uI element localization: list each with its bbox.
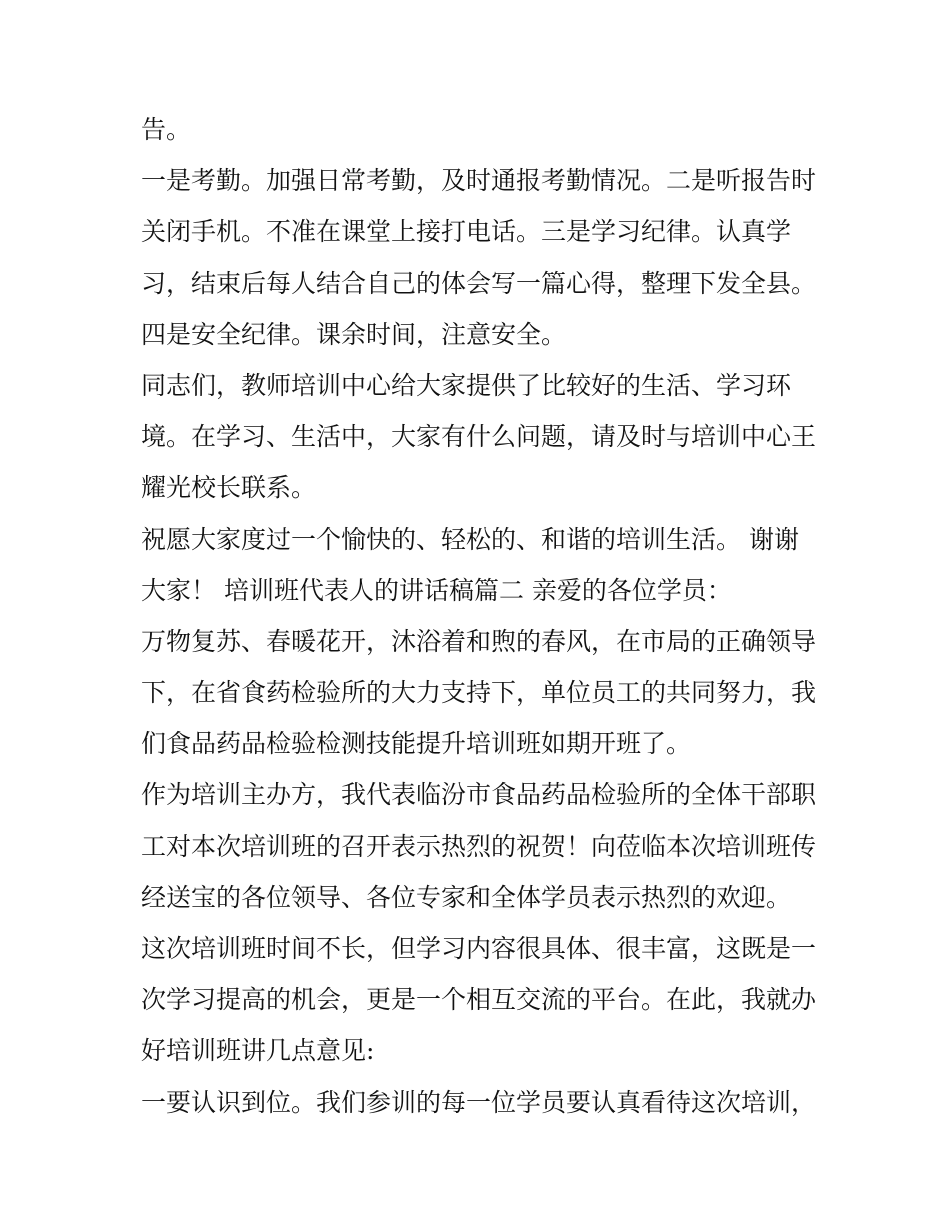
text-line: 这次培训班时间不长，但学习内容很具体、很丰富，这既是一 bbox=[141, 934, 817, 963]
text-line: 好培训班讲几点意见: bbox=[141, 1036, 375, 1066]
text-line: 祝愿大家度过一个愉快的、轻松的、和谐的培训生活。 谢谢 bbox=[141, 524, 799, 554]
text-line: 次学习提高的机会，更是一个相互交流的平台。在此，我就办 bbox=[141, 985, 817, 1015]
text-line: 工对本次培训班的召开表示热烈的祝贺！向莅临本次培训班传 bbox=[141, 831, 817, 861]
text-line: 告。 bbox=[141, 115, 192, 144]
text-line: 们食品药品检验检测技能提升培训班如期开班了。 bbox=[141, 729, 692, 759]
text-line: 一是考勤。加强日常考勤，及时通报考勤情况。二是听报告时 bbox=[141, 166, 817, 196]
text-line: 同志们，教师培训中心给大家提供了比较好的生活、学习环 bbox=[141, 370, 792, 400]
body-text bbox=[141, 104, 821, 1128]
text-line: 万物复苏、春暖花开，沐浴着和煦的春风，在市局的正确领导 bbox=[141, 626, 817, 656]
text-line: 作为培训主办方，我代表临汾市食品药品检验所的全体干部职 bbox=[141, 780, 817, 810]
text-line: 习，结束后每人结合自己的体会写一篇心得，整理下发全县。 bbox=[141, 268, 817, 298]
text-line: 大家！ 培训班代表人的讲话稿篇二 亲爱的各位学员： bbox=[141, 575, 732, 605]
text-line: 耀光校长联系。 bbox=[141, 473, 317, 503]
text-line: 一要认识到位。我们参训的每一位学员要认真看待这次培训， bbox=[141, 1087, 817, 1117]
text-line: 下，在省食药检验所的大力支持下，单位员工的共同努力，我 bbox=[141, 678, 817, 708]
text-line: 经送宝的各位领导、各位专家和全体学员表示热烈的欢迎。 bbox=[141, 882, 792, 912]
text-line: 境。在学习、生活中，大家有什么问题，请及时与培训中心王 bbox=[141, 422, 817, 452]
text-line: 四是安全纪律。课余时间，注意安全。 bbox=[141, 319, 567, 349]
text-line: 关闭手机。不准在课堂上接打电话。三是学习纪律。认真学 bbox=[141, 217, 792, 247]
